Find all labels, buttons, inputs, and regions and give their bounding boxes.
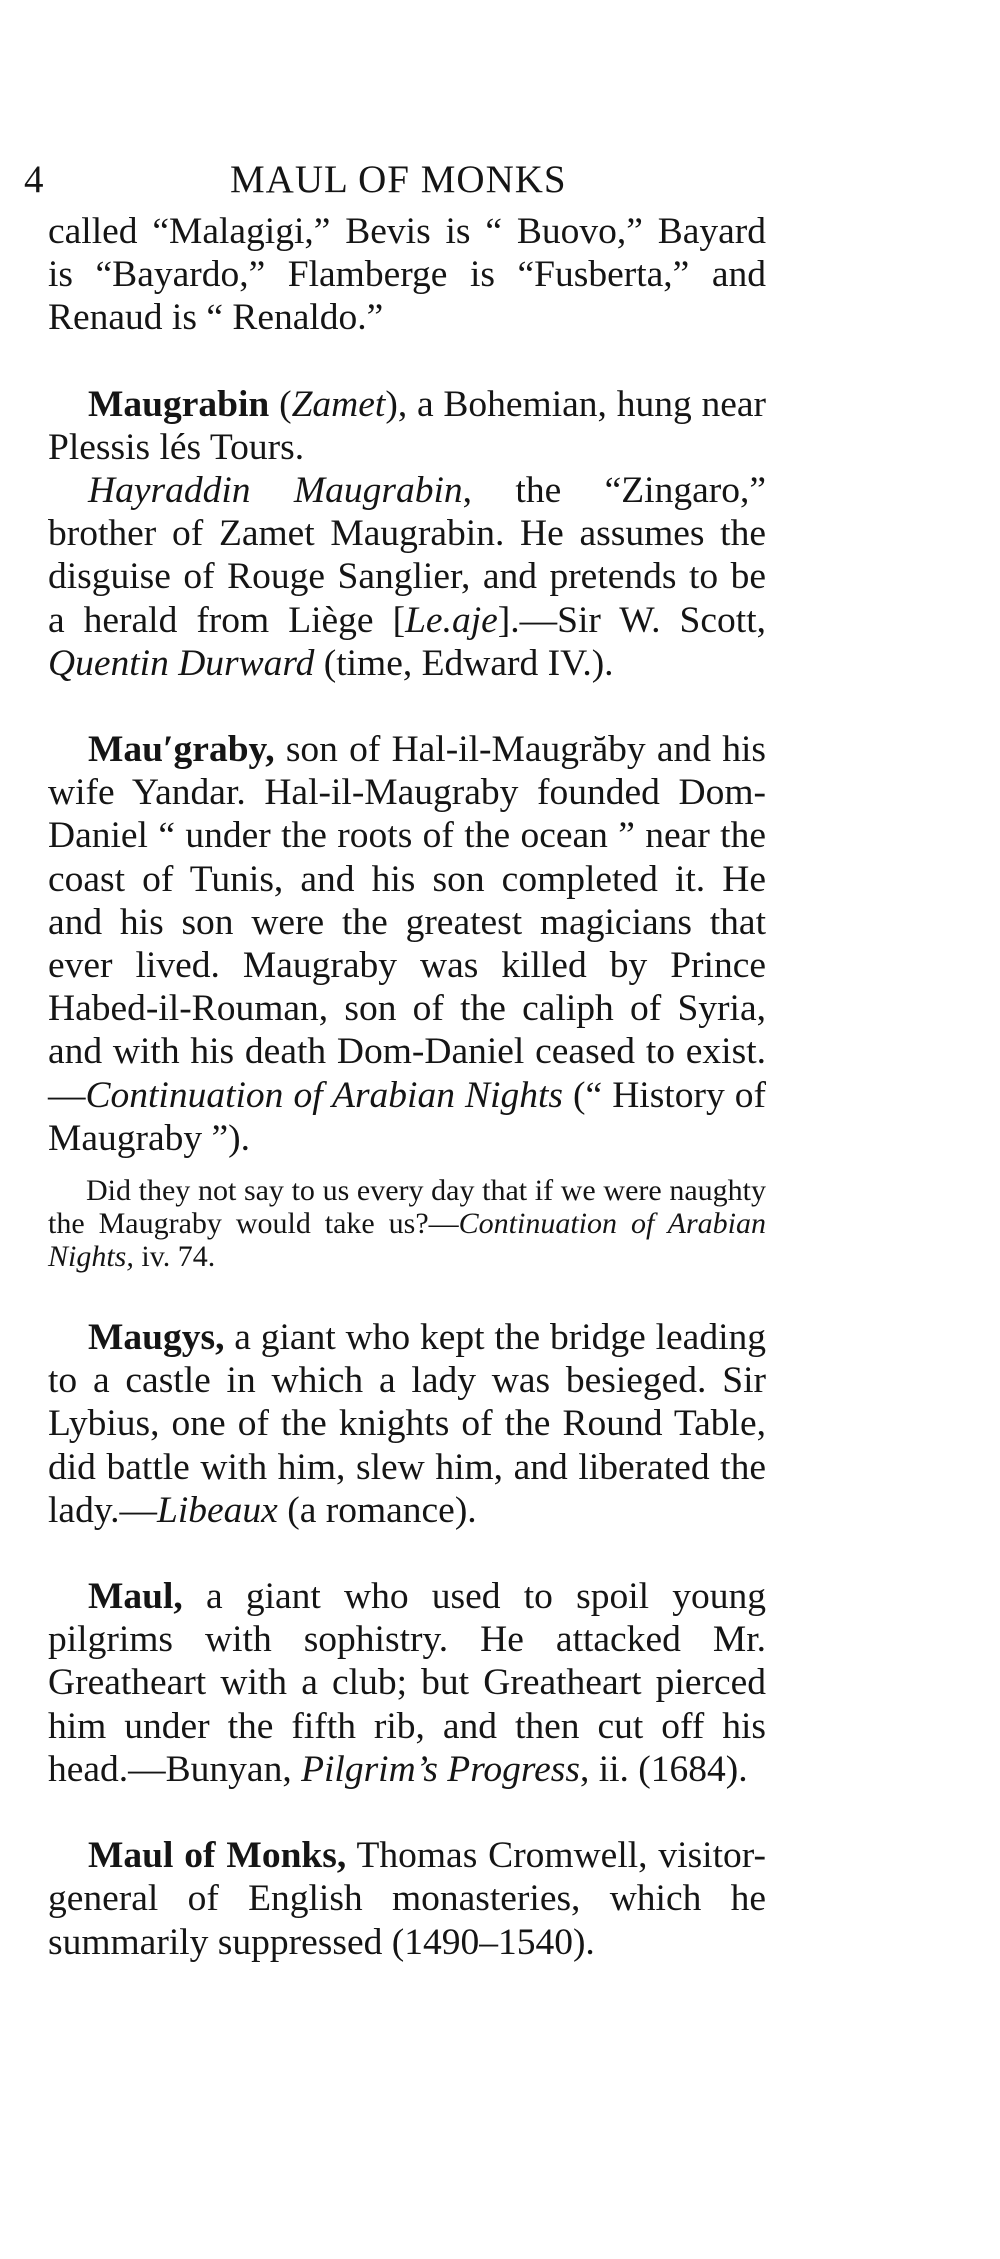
subentry-text: ].—Sir W. Scott, — [497, 599, 766, 641]
entry-text: Thomas Cromwell, visitor-general of English monasteries, which he summarily suppressed (1490–1540). — [48, 1835, 766, 1963]
entry-text: a giant who kept the bridge leading to a castle in which a lady was besieged. Sir Lybius, one of the knights of the Round Table, did battle with him, slew him, and liberated the lady.— — [48, 1317, 766, 1531]
subentry-hayraddin — [48, 469, 766, 685]
entry-maul — [48, 1575, 766, 1791]
entry-text: , a Bohemian, hung near Plessis lés Tours. — [48, 383, 766, 468]
quotation-work: Continuation of Arabian Nights, — [48, 1207, 767, 1274]
entry-work: Libeaux — [157, 1489, 278, 1531]
quotation-ref: iv. 74. — [133, 1240, 216, 1274]
entry-continuation — [48, 210, 766, 340]
page-number: 4 — [24, 158, 45, 201]
entry-headword: Maugys, — [88, 1317, 225, 1359]
entry-quotation — [48, 1174, 766, 1273]
entry-paren-name: Zamet — [291, 383, 386, 425]
entry-text: (a romance). — [277, 1489, 477, 1531]
running-head — [24, 150, 766, 210]
subentry-pronunciation: Le.aje — [405, 599, 498, 641]
subentry-work: Quentin Durward — [48, 642, 315, 684]
entry-text: (“ History of Maugraby ”). — [48, 1074, 767, 1159]
dictionary-page — [24, 150, 767, 1964]
entry-maugraby — [48, 728, 766, 1160]
entry-work: Pilgrim’s Progress — [301, 1748, 580, 1790]
entry-headword: Maul of Monks, — [88, 1835, 347, 1877]
subentry-name: Hayraddin Maugrabin — [88, 470, 463, 512]
subentry-text: (time, Edward IV.). — [314, 642, 614, 684]
entry-text: , ii. (1684). — [579, 1748, 748, 1790]
entry-headword: Maul, — [88, 1576, 183, 1618]
page-body — [48, 210, 766, 1964]
entry-work: Continuation of Arabian Nights — [85, 1074, 563, 1116]
entry-headword: Mau′graby, — [88, 729, 275, 771]
entry-maugys — [48, 1316, 766, 1532]
subentry-text: , the “Zingaro,” brother of Zamet Maugrabin. He assumes the disguise of Rouge Sanglier, and pretends to be a herald from Liège [ — [48, 470, 766, 641]
quotation-body — [48, 1174, 766, 1273]
entry-maul-of-monks — [48, 1834, 766, 1964]
entry-maugrabin: Maugrabin (Zamet), a Bohemian, hung near Plessis lés Tours. — [48, 383, 766, 468]
entry-text: son of Hal-il-Maugrăby and his wife Yandar. Hal-il-Maugraby founded Dom-Daniel “ under the roots of the ocean ” near the coast of Tunis, and his son completed it. He and his son were the greatest magicians that ever lived. Maugraby was killed by Prince Habed-il-Rouman, son of the caliph of Syria, and with his death Dom-Daniel ceased to exist.— — [48, 729, 766, 1116]
entry-text: a giant who used to spoil young pilgrims with sophistry. He attacked Mr. Greatheart with a club; but Greatheart pierced him under the fifth rib, and then cut off his head.—Bunyan, — [48, 1576, 766, 1790]
quotation-text: Did they not say to us every day that if we were naughty the Maugraby would take us?— — [48, 1174, 766, 1241]
entry-continuation-text: called “Malagigi,” Bevis is “ Buovo,” Bayard is “Bayardo,” Flamberge is “Fusberta,” and Renaud is “ Renaldo.” — [48, 211, 766, 339]
running-head-title: MAUL OF MONKS — [230, 158, 567, 201]
entry-headword: Maugrabin — [88, 383, 270, 425]
